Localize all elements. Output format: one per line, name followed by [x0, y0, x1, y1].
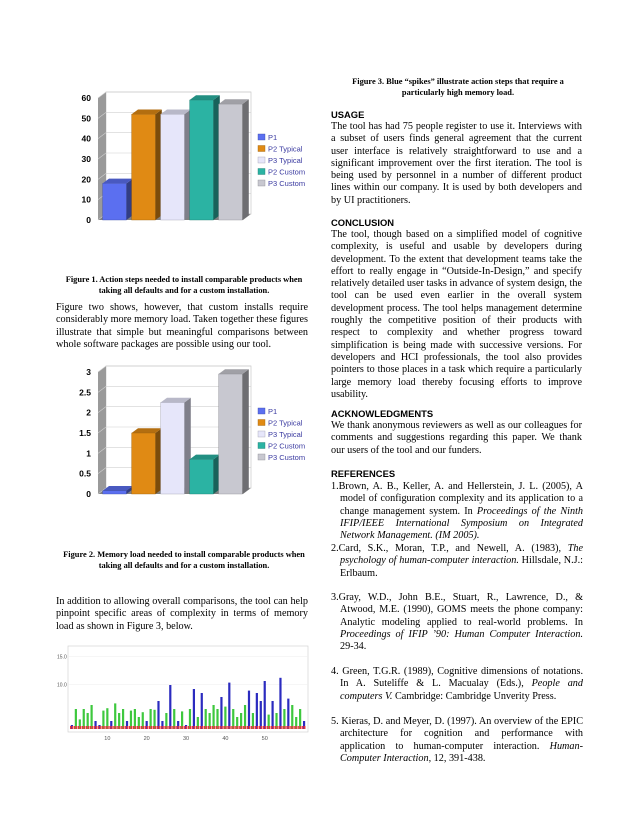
spike-bar [279, 678, 281, 729]
bar [161, 109, 191, 220]
baseline-mark [113, 726, 114, 729]
baseline-mark [180, 726, 181, 729]
baseline-mark [100, 726, 101, 729]
baseline-mark [157, 726, 158, 729]
legend-swatch [258, 454, 265, 460]
baseline-mark [214, 726, 215, 729]
spike-bar [264, 681, 266, 729]
baseline-mark [74, 726, 75, 729]
baseline-mark [247, 726, 248, 729]
baseline-mark [109, 726, 110, 729]
legend-label: P2 Typical [268, 418, 303, 428]
y-tick-label: 50 [81, 113, 91, 124]
baseline-mark [164, 726, 165, 729]
baseline-mark [218, 726, 219, 729]
baseline-mark [172, 726, 173, 729]
baseline-mark [251, 726, 252, 729]
conclusion-text: The tool, though based on a simplified model of cognitive complexity, is useful and usable by developers during development. To the extent that development teams take the effort to really engage in “Outside-In-Design,” and specify relatively detailed user tasks in advance of system design, the tool can be used even earlier in the overall system development process. The tool helps management determine roughly the competitive position of their products with respect to complexity and whether progress toward simplification is being made with successive versions. For developers and HCI professionals, the tool also provides pointers to those places in a task which require a particularly large memory load thereby focusing efforts to improve usability. [331, 229, 582, 400]
y-tick-label: 15.0 [57, 654, 67, 661]
baseline-mark [212, 726, 213, 729]
baseline-mark [98, 726, 99, 729]
baseline-mark [280, 726, 281, 729]
baseline-mark [94, 726, 95, 729]
baseline-mark [294, 726, 295, 729]
baseline-mark [243, 726, 244, 729]
baseline-mark [162, 726, 163, 729]
reference-tail: Cambridge: Cambridge Unverity Press. [392, 690, 557, 702]
baseline-mark [117, 726, 118, 729]
y-tick-label: 60 [81, 93, 91, 103]
baseline-mark [149, 726, 150, 729]
spike-bar [244, 705, 246, 729]
reference-italic: Human-Computer Interaction, [340, 740, 583, 764]
baseline-mark [139, 726, 140, 729]
baseline-mark [296, 726, 297, 729]
spike-bar [157, 701, 159, 729]
baseline-mark [170, 726, 171, 729]
baseline-mark [259, 726, 260, 729]
spike-bar [224, 707, 226, 729]
bar-front [132, 114, 156, 220]
reference-item [331, 716, 583, 765]
bar [190, 455, 220, 494]
spike-bar [169, 685, 171, 729]
baseline-mark [96, 726, 97, 729]
figure3-svg [56, 640, 314, 744]
reference-item [331, 481, 583, 542]
reference-tail: 12, 391-438. [431, 752, 486, 764]
baseline-mark [206, 726, 207, 729]
y-tick-label: 0 [86, 489, 91, 499]
acknowledgments-text: We thank anonymous reviewers as well as our colleagues for comments and suggestions regarding this paper. We thank our users of the tool and our funders. [331, 420, 582, 456]
y-tick-label: 2.5 [79, 387, 91, 398]
baseline-mark [129, 726, 130, 729]
baseline-mark [223, 726, 224, 729]
figure1-svg [58, 88, 328, 268]
baseline-mark [166, 726, 167, 729]
reference-tail: 29-34. [340, 641, 367, 653]
baseline-mark [231, 726, 232, 729]
legend-label: P2 Custom [268, 167, 306, 177]
legend-label: P1 [268, 133, 278, 142]
spike-bar [287, 699, 289, 729]
spike-bar [212, 705, 214, 729]
y-tick-label: 10.0 [57, 682, 67, 689]
bar-front [190, 459, 214, 494]
reference-tail: Hillsdale, N.J.: Erlbaum. [340, 555, 584, 579]
spike-bar [256, 693, 258, 729]
reference-text: 3.Gray, W.D., John B.E., Stuart, R., Lawrence, D., & Atwood, M.E. (1990), GOMS meets the phone company: Analytic modeling applied to real-world problems. In [331, 592, 583, 628]
baseline-mark [107, 726, 108, 729]
baseline-mark [186, 726, 187, 729]
baseline-mark [131, 726, 132, 729]
legend-swatch [258, 157, 265, 163]
baseline-mark [174, 726, 175, 729]
baseline-mark [76, 726, 77, 729]
baseline-mark [298, 726, 299, 729]
baseline-mark [288, 726, 289, 729]
bar-front [103, 491, 127, 494]
legend-swatch [258, 146, 265, 152]
y-tick-label: 0.5 [79, 468, 91, 479]
baseline-mark [135, 726, 136, 729]
baseline-mark [277, 726, 278, 729]
reference-item [331, 543, 583, 580]
baseline-mark [241, 726, 242, 729]
baseline-mark [141, 726, 142, 729]
baseline-mark [237, 726, 238, 729]
figure1-chart [58, 88, 328, 268]
baseline-mark [204, 726, 205, 729]
baseline-mark [160, 726, 161, 729]
y-tick-label: 10 [81, 194, 91, 205]
figure3-caption: Figure 3. Blue “spikes” illustrate action steps that require a particularly high memory load. [352, 77, 564, 97]
baseline-mark [227, 726, 228, 729]
conclusion-heading: CONCLUSION [331, 217, 395, 228]
baseline-mark [188, 726, 189, 729]
reference-text: 5. Kieras, D. and Meyer, D. (1997). An overview of the EPIC architecture for cognition and performance with application to human-computer interaction. [331, 716, 583, 752]
baseline-mark [292, 726, 293, 729]
baseline-mark [184, 726, 185, 729]
bar [132, 428, 162, 494]
left-paragraph-1: Figure two shows, however, that custom installs require considerably more memory load. Taken together these figures illustrate that simple but meaningful comparisons between whole software packages are possible using our tool. [56, 302, 309, 350]
baseline-mark [233, 726, 234, 729]
reference-italic: The psychology of human-computer interaction. [340, 543, 583, 567]
spike-bar [220, 697, 222, 729]
legend-swatch [258, 169, 265, 175]
figure1-caption: Figure 1. Action steps needed to install comparable products when taking all defaults and for a custom installation. [65, 275, 303, 295]
baseline-mark [265, 726, 266, 729]
baseline-mark [239, 726, 240, 729]
baseline-mark [127, 726, 128, 729]
reference-text: 2.Card, S.K., Moran, T.P., and Newell, A. (1983), [331, 543, 568, 554]
baseline-mark [245, 726, 246, 729]
baseline-mark [286, 726, 287, 729]
baseline-mark [235, 726, 236, 729]
legend-swatch [258, 420, 265, 426]
usage-heading: USAGE [331, 109, 365, 120]
reference-italic: Proceedings of IFIP ’90: Human Computer Interaction. [340, 628, 583, 640]
reference-item [331, 592, 583, 653]
baseline-mark [115, 726, 116, 729]
baseline-mark [145, 726, 146, 729]
x-tick-label: 40 [222, 736, 229, 742]
legend-label: P3 Typical [268, 156, 303, 165]
bar [190, 95, 220, 220]
baseline-mark [284, 726, 285, 729]
baseline-mark [196, 726, 197, 729]
baseline-mark [168, 726, 169, 729]
x-tick-label: 10 [104, 736, 111, 742]
reference-text: 4. Green, T.G.R. (1989), Cognitive dimensions of notations. In A. Suteliffe & L. Macualay (Eds.), [331, 666, 583, 690]
bar-front [103, 183, 127, 220]
bar [103, 179, 133, 220]
baseline-mark [70, 726, 71, 729]
left-paragraph-2: In addition to allowing overall comparisons, the tool can help pinpoint specific areas of complexity in terms of memory load as shown in Figure 3, below. [56, 596, 308, 632]
bar-front [190, 100, 214, 220]
spike-bar [291, 705, 293, 729]
bar-front [161, 403, 185, 495]
baseline-mark [119, 726, 120, 729]
bar-front [219, 104, 243, 220]
bar [161, 398, 191, 494]
spike-bar [260, 701, 262, 729]
figure2-svg [58, 362, 328, 542]
baseline-mark [269, 726, 270, 729]
spike-bar [248, 691, 250, 729]
baseline-mark [278, 726, 279, 729]
spike-bar [201, 693, 203, 729]
baseline-mark [133, 726, 134, 729]
x-tick-label: 30 [182, 736, 190, 742]
baseline-mark [263, 726, 264, 729]
baseline-mark [153, 726, 154, 729]
bar [219, 99, 249, 220]
spike-bar [271, 701, 273, 729]
usage-text: The tool has had 75 people register to use it. Interviews with a subset of users finds general agreement that the current user interface is relatively straightforward to use and a significant improvement over the first iteration. The tool is being used by personnel in a number of different product lines within our company. It is used by both developers and by UI practitioners. [331, 121, 582, 206]
legend-label: P2 Custom [268, 441, 306, 451]
baseline-mark [123, 726, 124, 729]
figure2-chart [58, 362, 328, 542]
bar [219, 369, 249, 494]
spike-bar [106, 708, 108, 729]
spike-bar [114, 703, 116, 729]
baseline-mark [290, 726, 291, 729]
baseline-mark [300, 726, 301, 729]
y-tick-label: 1.5 [79, 428, 91, 438]
legend-swatch [258, 408, 265, 414]
baseline-mark [82, 726, 83, 729]
bar [132, 109, 162, 220]
baseline-mark [101, 726, 102, 729]
baseline-mark [219, 726, 220, 729]
baseline-mark [78, 726, 79, 729]
legend-label: P2 Typical [268, 144, 303, 154]
reference-text: 1.Brown, A. B., Keller, A. and Hellerstein, J. L. (2005), A model of configuration complexity and its application to a change management system. In [331, 481, 583, 517]
baseline-mark [155, 726, 156, 729]
legend-label: P1 [268, 407, 278, 416]
baseline-mark [192, 726, 193, 729]
baseline-mark [200, 726, 201, 729]
baseline-mark [273, 726, 274, 729]
baseline-mark [304, 726, 305, 729]
baseline-mark [151, 726, 152, 729]
baseline-mark [302, 726, 303, 729]
bar-side [242, 369, 248, 494]
baseline-mark [267, 726, 268, 729]
bar-front [161, 114, 185, 220]
legend-label: P3 Custom [268, 453, 306, 462]
baseline-mark [208, 726, 209, 729]
baseline-mark [80, 726, 81, 729]
baseline-mark [249, 726, 250, 729]
legend-swatch [258, 180, 265, 186]
reference-italic: People and computers V. [340, 678, 583, 702]
bar-side [242, 99, 248, 220]
baseline-mark [159, 726, 160, 729]
x-tick-label: 20 [143, 736, 150, 742]
references-heading: REFERENCES [331, 468, 396, 479]
baseline-mark [221, 726, 222, 729]
baseline-mark [147, 726, 148, 729]
baseline-mark [261, 726, 262, 729]
baseline-mark [253, 726, 254, 729]
y-tick-label: 40 [81, 133, 91, 144]
baseline-mark [86, 726, 87, 729]
y-tick-label: 3 [86, 367, 91, 377]
baseline-mark [88, 726, 89, 729]
baseline-mark [210, 726, 211, 729]
spike-bar [91, 705, 93, 729]
baseline-mark [275, 726, 276, 729]
baseline-mark [103, 726, 104, 729]
baseline-mark [190, 726, 191, 729]
y-tick-label: 30 [81, 154, 91, 164]
legend-swatch [258, 431, 265, 437]
baseline-mark [271, 726, 272, 729]
x-tick-label: 50 [261, 736, 268, 742]
baseline-mark [255, 726, 256, 729]
baseline-mark [257, 726, 258, 729]
baseline-mark [182, 726, 183, 729]
baseline-mark [92, 726, 93, 729]
reference-item [331, 666, 583, 703]
baseline-mark [84, 726, 85, 729]
baseline-mark [229, 726, 230, 729]
baseline-mark [105, 726, 106, 729]
y-tick-label: 1 [86, 448, 91, 459]
baseline-mark [111, 726, 112, 729]
baseline-mark [121, 726, 122, 729]
legend-swatch [258, 134, 265, 140]
baseline-mark [225, 726, 226, 729]
bar-front [132, 433, 156, 494]
baseline-mark [176, 726, 177, 729]
baseline-mark [125, 726, 126, 729]
figure3-chart [56, 640, 314, 744]
y-tick-label: 20 [81, 174, 91, 185]
baseline-mark [178, 726, 179, 729]
figure2-caption: Figure 2. Memory load needed to install comparable products when taking all defaults and for a custom installation. [63, 550, 305, 570]
spike-bar [228, 683, 230, 729]
baseline-mark [143, 726, 144, 729]
spike-bar [193, 689, 195, 729]
baseline-mark [216, 726, 217, 729]
legend-label: P3 Typical [268, 430, 303, 439]
legend-label: P3 Custom [268, 179, 306, 188]
baseline-mark [137, 726, 138, 729]
baseline-mark [198, 726, 199, 729]
reference-italic: Proceedings of the Ninth IFIP/IEEE International Symposium on Integrated Network Management. (IM 2005). [340, 505, 583, 542]
acknowledgments-heading: ACKNOWLEDGMENTS [331, 408, 434, 419]
baseline-mark [202, 726, 203, 729]
baseline-mark [72, 726, 73, 729]
baseline-mark [282, 726, 283, 729]
legend-swatch [258, 443, 265, 449]
y-tick-label: 2 [86, 407, 91, 418]
bar-front [219, 374, 243, 494]
y-tick-label: 0 [86, 215, 91, 225]
baseline-mark [90, 726, 91, 729]
baseline-mark [194, 726, 195, 729]
